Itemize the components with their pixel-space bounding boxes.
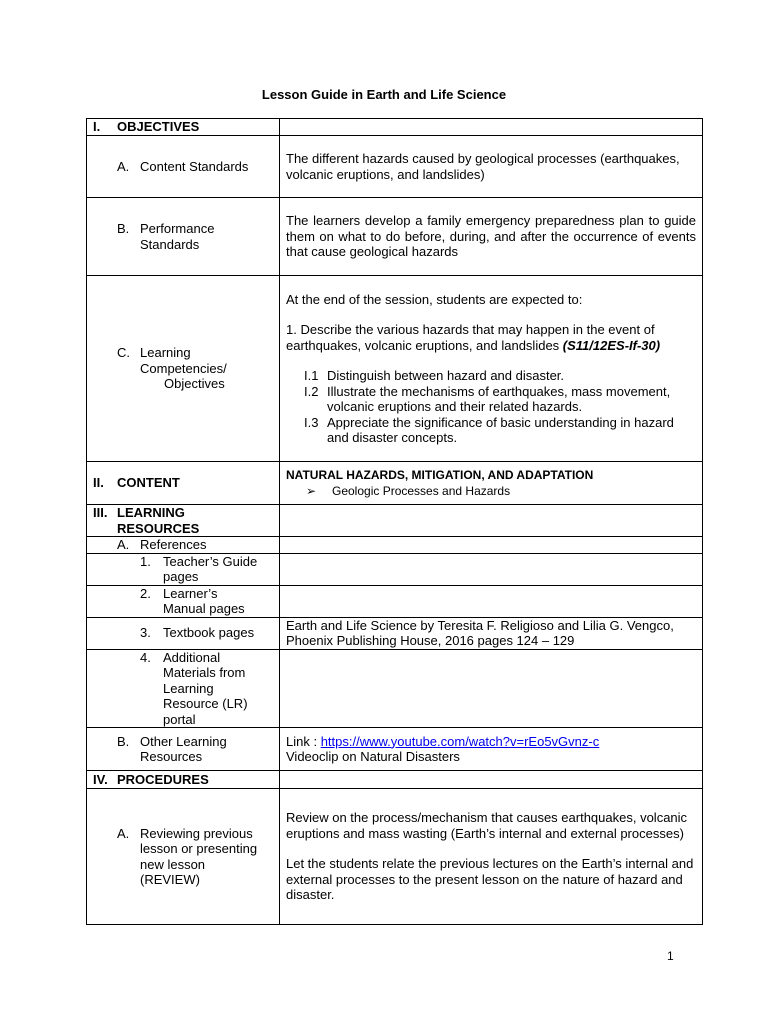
additional-materials-label-cell <box>87 649 280 728</box>
performance-standards-label-cell <box>87 198 280 276</box>
other-resources-label-cell <box>87 728 280 771</box>
item-label: Textbook pages <box>163 625 255 641</box>
list-item <box>304 368 696 384</box>
section-label: CONTENT <box>117 475 180 491</box>
procedures-value-cell <box>280 771 703 789</box>
item-label-line: pages <box>163 569 199 584</box>
competencies-main <box>286 322 696 353</box>
other-resources-row <box>87 728 703 771</box>
item-label-line: lesson or presenting <box>140 841 258 856</box>
item-label-line: Learning <box>163 680 214 696</box>
references-value-cell <box>280 537 703 554</box>
item-label: Content Standards <box>140 158 249 174</box>
learners-manual-row <box>87 585 703 617</box>
document-title: Lesson Guide in Earth and Life Science <box>261 87 507 102</box>
section-label: PROCEDURES <box>117 771 209 787</box>
video-link-line <box>286 734 696 750</box>
section-label-line: LEARNING <box>117 505 185 520</box>
section-number: III. <box>93 505 108 520</box>
item-label-line: Objectives <box>164 376 225 392</box>
performance-standards-row <box>87 198 703 276</box>
item-number: 3. <box>140 625 151 641</box>
objectives-header-cell <box>87 119 280 136</box>
learning-resources-header-cell <box>87 505 280 537</box>
content-header-cell <box>87 462 280 505</box>
learners-manual-label-cell <box>87 585 280 617</box>
content-standards-row <box>87 136 703 198</box>
list-item-number: I.2 <box>304 383 319 399</box>
list-item <box>304 384 696 415</box>
competencies-value-cell <box>280 276 703 462</box>
item-label: References <box>140 537 207 552</box>
item-letter: C. <box>117 345 130 361</box>
item-label-line: Manual pages <box>163 601 245 616</box>
youtube-video-link[interactable]: https://www.youtube.com/watch?v=rEo5vGvnz-c <box>320 733 600 749</box>
textbook-reference-text: Earth and Life Science by Teresita F. Religioso and Lilia G. Vengco, Phoenix Publishing House, 2016 pages 124 – 129 <box>286 617 674 648</box>
link-prefix: Link : <box>286 733 321 749</box>
item-number: 1. <box>140 553 151 569</box>
references-row <box>87 537 703 554</box>
item-letter: A. <box>117 537 130 552</box>
review-value-cell <box>280 789 703 925</box>
textbook-label-cell <box>87 617 280 649</box>
learners-manual-value-cell <box>280 585 703 617</box>
procedures-row <box>87 771 703 789</box>
item-label-line: new lesson <box>140 856 206 872</box>
item-label: Performance Standards <box>140 221 215 252</box>
lesson-guide-table <box>86 118 703 925</box>
item-label-line: Teacher’s Guide <box>163 553 258 569</box>
section-label: OBJECTIVES <box>117 119 200 135</box>
content-standards-value-cell <box>280 136 703 198</box>
item-label-line: Competencies/ <box>140 360 227 376</box>
content-heading: NATURAL HAZARDS, MITIGATION, AND ADAPTATION <box>286 468 594 483</box>
section-number: I. <box>93 119 101 135</box>
performance-standards-text: The learners develop a family emergency preparedness plan to guide them on what to do before, during, and after the occurrence of events that cause geological hazards <box>286 213 696 260</box>
textbook-row <box>87 617 703 649</box>
item-letter: B. <box>117 221 130 236</box>
item-label-line: (REVIEW) <box>140 872 200 887</box>
content-standards-text: The different hazards caused by geological processes (earthquakes, volcanic eruptions, and landslides) <box>286 151 680 182</box>
list-item <box>304 415 696 446</box>
competencies-row <box>87 276 703 462</box>
performance-standards-value-cell <box>280 198 703 276</box>
learning-resources-row <box>87 505 703 537</box>
section-label-line: RESOURCES <box>117 520 200 536</box>
section-number: II. <box>93 475 104 491</box>
item-label-line: Learner’s <box>163 585 218 601</box>
review-row <box>87 789 703 925</box>
content-bullet <box>286 484 696 498</box>
learning-resources-value-cell <box>280 505 703 537</box>
competencies-intro: At the end of the session, students are expected to: <box>286 291 583 307</box>
competency-code: (S11/12ES-If-30) <box>562 337 661 353</box>
review-paragraph: Let the students relate the previous lectures on the Earth’s internal and external processes to the present lesson on the nature of hazard and disaster. <box>286 856 694 903</box>
item-label-line: Resource (LR) <box>163 696 248 711</box>
teachers-guide-label-cell <box>87 553 280 585</box>
content-standards-label-cell <box>87 136 280 198</box>
item-letter: B. <box>117 733 130 749</box>
item-label-line: Learning <box>140 345 191 361</box>
content-value-cell <box>280 462 703 505</box>
list-item-number: I.3 <box>304 414 319 430</box>
teachers-guide-value-cell <box>280 553 703 585</box>
page-number: 1 <box>667 949 674 963</box>
review-label-cell <box>87 789 280 925</box>
additional-materials-row <box>87 649 703 728</box>
references-label-cell <box>87 537 280 554</box>
review-paragraph: Review on the process/mechanism that causes earthquakes, volcanic eruptions and mass wasting (Earth’s internal and external processes) <box>286 810 688 841</box>
bullet-text: Geologic Processes and Hazards <box>332 483 511 498</box>
item-label-line: Reviewing previous <box>140 825 253 841</box>
other-resources-value-cell <box>280 728 703 771</box>
objectives-list <box>286 368 696 446</box>
item-label-line: portal <box>163 711 196 727</box>
objectives-row <box>87 119 703 136</box>
item-number: 4. <box>140 649 151 665</box>
list-item-text: Distinguish between hazard and disaster. <box>327 368 565 383</box>
list-item-text: Appreciate the significance of basic understanding in hazard and disaster concepts. <box>327 414 674 445</box>
list-item-number: I.1 <box>304 368 319 383</box>
objectives-value-cell <box>280 119 703 136</box>
list-item-text: Illustrate the mechanisms of earthquakes, mass movement, volcanic eruptions and their related hazards. <box>327 383 671 414</box>
textbook-value-cell <box>280 617 703 649</box>
arrow-bullet-icon: ➢ <box>306 483 317 498</box>
video-caption: Videoclip on Natural Disasters <box>286 749 460 764</box>
competencies-label-cell <box>87 276 280 462</box>
item-number: 2. <box>140 585 151 601</box>
item-label-line: Materials from <box>163 665 246 680</box>
item-label-line: Additional <box>163 649 221 665</box>
teachers-guide-row <box>87 553 703 585</box>
item-label-line: Other Learning <box>140 733 227 749</box>
section-number: IV. <box>93 771 108 787</box>
procedures-header-cell <box>87 771 280 789</box>
content-row <box>87 462 703 505</box>
item-label-line: Resources <box>140 749 203 764</box>
competencies-main-text: 1. Describe the various hazards that may happen in the event of earthquakes, volcanic eruptions, and landslides <box>286 322 655 353</box>
item-letter: A. <box>117 825 130 841</box>
item-letter: A. <box>117 158 130 174</box>
additional-materials-value-cell <box>280 649 703 728</box>
